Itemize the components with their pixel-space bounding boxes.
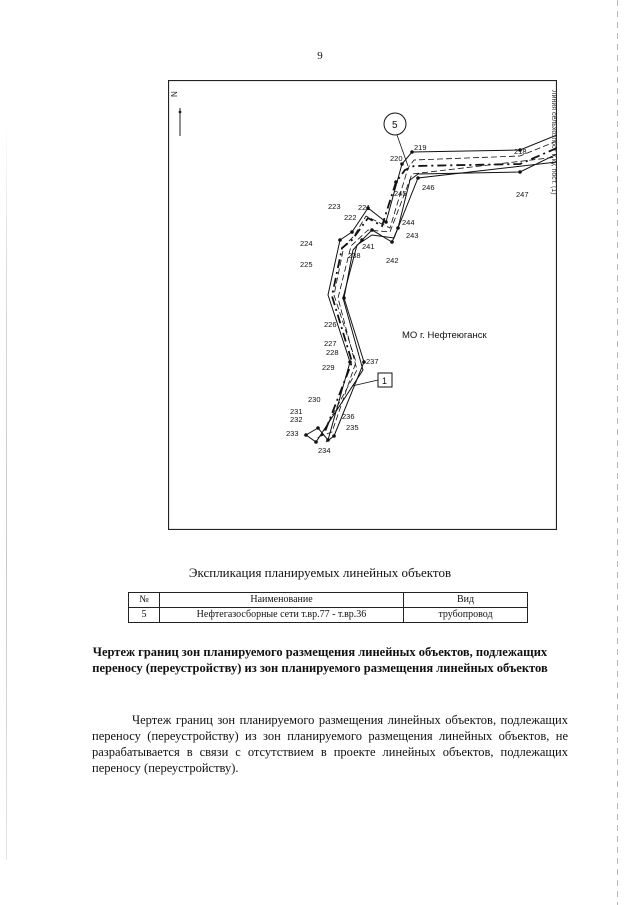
point-label: 229 [322, 363, 335, 372]
table-row [129, 608, 528, 623]
point-label: 231 [290, 407, 303, 416]
survey-point [370, 228, 374, 232]
callout-zone-number: 1 [382, 376, 388, 386]
section-heading: Чертеж границ зон планируемого размещения линейных объектов, подлежащих переносу (переустройству) из зон планируемого размещения линейных объектов [92, 645, 548, 675]
point-label: 234 [318, 446, 331, 455]
explication-title: Экспликация планируемых линейных объектов [188, 565, 452, 580]
point-label: 245 [394, 189, 407, 198]
cell-number: 5 [129, 608, 160, 623]
cell-type: трубопровод [404, 608, 528, 623]
point-label: 224 [300, 239, 313, 248]
route-map-drawing [168, 80, 557, 530]
section-paragraph: Чертеж границ зон планируемого размещения линейных объектов, подлежащих переносу (переустройству) из зон планируемого размещения линейных объектов, не разрабатывается в связи с отсутствием в проекте линейных объектов, подлежащих переносу (переустройству). [92, 713, 568, 775]
explication-table [128, 592, 528, 623]
survey-point [390, 240, 394, 244]
survey-point [316, 426, 320, 430]
survey-point [342, 296, 346, 300]
survey-point [384, 220, 388, 224]
callout-object-number: 5 [392, 120, 398, 131]
scan-edge-left [6, 120, 7, 860]
survey-point [350, 230, 354, 234]
point-label: 233 [286, 429, 299, 438]
col-name-header: Наименование [160, 593, 404, 608]
point-label: 219 [414, 143, 427, 152]
point-label: 236 [342, 412, 355, 421]
point-label: 227 [324, 339, 337, 348]
point-label: 246 [422, 183, 435, 192]
survey-point [332, 434, 336, 438]
route-map [168, 80, 557, 530]
survey-point [314, 440, 318, 444]
survey-point [416, 176, 420, 180]
table-header-row [129, 593, 528, 608]
side-note: Линия сельхозпост к ку, пост. (1) [550, 90, 557, 195]
point-label: 222 [344, 213, 357, 222]
survey-point [396, 226, 400, 230]
point-label: 230 [308, 395, 321, 404]
point-label: 220 [390, 154, 403, 163]
survey-point [326, 438, 330, 442]
col-type-header: Вид [404, 593, 528, 608]
area-label: МО г. Нефтеюганск [402, 330, 487, 341]
point-label: 225 [300, 260, 313, 269]
point-label: 243 [406, 231, 419, 240]
point-label: 244 [402, 218, 415, 227]
cell-name: Нефтегазосборные сети т.вр.77 - т.вр.36 [160, 608, 404, 623]
point-label: 237 [366, 357, 379, 366]
survey-point [518, 170, 522, 174]
point-label: 247 [516, 190, 529, 199]
map-frame [169, 81, 557, 530]
point-label: 242 [386, 256, 399, 265]
survey-point [348, 360, 352, 364]
point-label: 226 [324, 320, 337, 329]
survey-point [394, 180, 398, 184]
survey-point [304, 433, 308, 437]
point-label: 228 [326, 348, 339, 357]
point-label: 241 [362, 242, 375, 251]
point-label: 235 [346, 423, 359, 432]
scan-edge-right [617, 0, 618, 905]
north-label: N [170, 91, 179, 97]
point-label: 221 [358, 203, 371, 212]
page-number: 9 [317, 50, 323, 62]
col-number-header: № [129, 593, 160, 608]
point-label: 238 [348, 251, 361, 260]
point-label: 223 [328, 202, 341, 211]
point-label: 218 [514, 147, 527, 156]
survey-point [338, 238, 342, 242]
point-label: 232 [290, 415, 303, 424]
